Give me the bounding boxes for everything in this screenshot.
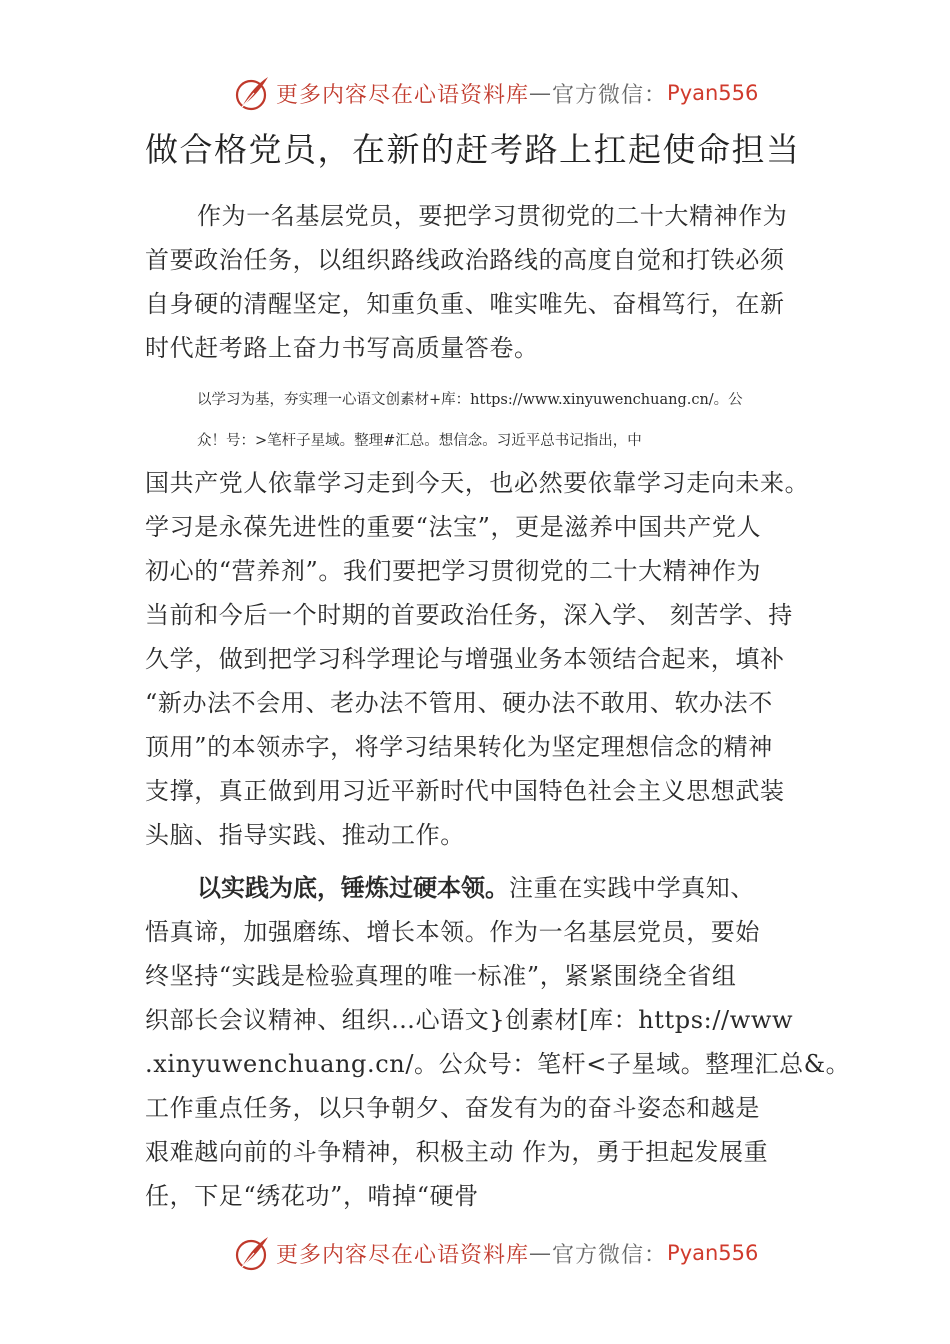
- quill-logo-icon: [234, 73, 272, 113]
- heading-rest: 注重在实践中学真知、: [509, 874, 755, 902]
- paragraph-line: 支撑，真正做到用习近平新时代中国特色社会主义思想武装: [145, 777, 785, 805]
- paragraph-line: 悟真谛，加强磨练、增长本领。作为一名基层党员，要始: [145, 918, 760, 946]
- banner-dash: —: [529, 80, 553, 106]
- paragraph-line: 自身硬的清醒坚定，知重负重、唯实唯先、奋楫笃行，在新: [145, 290, 785, 318]
- section-heading: 以实践为底，锤炼过硬本领。: [197, 874, 509, 902]
- document-title: 做合格党员，在新的赶考路上扛起使命担当: [145, 130, 801, 169]
- paragraph-line: 任，下足“绣花功”，啃掉“硬骨: [145, 1182, 479, 1210]
- header-banner: [234, 71, 758, 115]
- small-text-line: 众！号：>笔杆子星域。整理#汇总。想信念。习近平总书记指出，中: [197, 433, 642, 449]
- paragraph-line: 顶用”的本领赤字，将学习结果转化为坚定理想信念的精神: [145, 733, 773, 761]
- quill-logo-icon: [234, 1233, 272, 1273]
- banner-prefix: 更多内容尽在心语资料库: [276, 1242, 530, 1268]
- banner-dash: —: [529, 1240, 553, 1266]
- banner-prefix: 更多内容尽在心语资料库: [276, 82, 530, 108]
- paragraph-line: 国共产党人依靠学习走到今天，也必然要依靠学习走向未来。: [145, 469, 810, 497]
- paragraph-line: 首要政治任务，以组织路线政治路线的高度自觉和打铁必须: [145, 246, 785, 274]
- paragraph-line: 作为一名基层党员，要把学习贯彻党的二十大精神作为: [197, 202, 788, 230]
- banner-middle: 官方微信：: [552, 82, 668, 108]
- banner-middle: 官方微信：: [552, 1242, 668, 1268]
- paragraph-line: 初心的“营养剂”。我们要把学习贯彻党的二十大精神作为: [145, 557, 762, 585]
- paragraph-line: 织部长会议精神、组织…心语文}创素材[库：https://www: [145, 1006, 794, 1034]
- paragraph-line: 久学，做到把学习科学理论与增强业务本领结合起来，填补: [145, 645, 785, 673]
- paragraph-line: 工作重点任务，以只争朝夕、奋发有为的奋斗姿态和越是: [145, 1094, 760, 1122]
- paragraph-line: 学习是永葆先进性的重要“法宝”，更是滋养中国共产党人: [145, 513, 762, 541]
- small-text-line: 以学习为基，夯实理一心语文创素材+库：https://www.xinyuwenchuang.cn/。公: [197, 392, 743, 408]
- banner-wechat-id: Pyan556: [667, 81, 759, 105]
- paragraph-line: .xinyuwenchuang.cn/。公众号：笔杆<子星域。整理汇总&。: [145, 1050, 851, 1078]
- paragraph-line: 艰难越向前的斗争精神，积极主动 作为，勇于担起发展重: [145, 1138, 769, 1166]
- paragraph-line: 头脑、指导实践、推动工作。: [145, 821, 465, 849]
- section-heading-line: [197, 868, 755, 903]
- paragraph-line: 当前和今后一个时期的首要政治任务，深入学、 刻苦学、持: [145, 601, 793, 629]
- paragraph-line: “新办法不会用、老办法不管用、硬办法不敢用、软办法不: [145, 689, 773, 717]
- paragraph-line: 时代赶考路上奋力书写高质量答卷。: [145, 334, 539, 362]
- paragraph-line: 终坚持“实践是检验真理的唯一标准”，紧紧围绕全省组: [145, 962, 737, 990]
- banner-wechat-id: Pyan556: [667, 1241, 759, 1265]
- footer-banner: [234, 1231, 758, 1275]
